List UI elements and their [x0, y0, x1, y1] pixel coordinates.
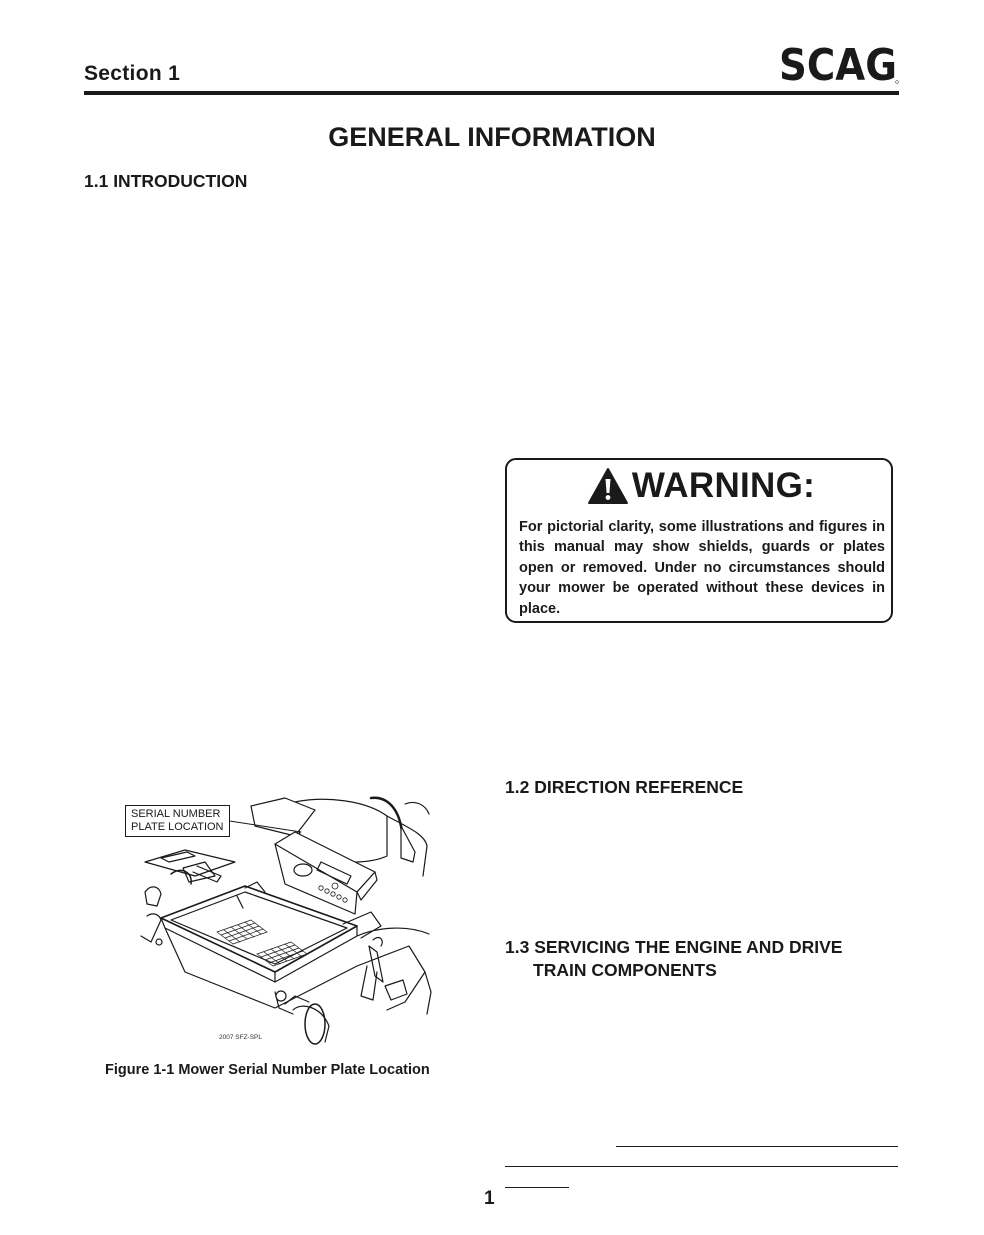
serial-plate-callout: SERIAL NUMBER PLATE LOCATION — [125, 805, 230, 837]
page-number: 1 — [484, 1188, 495, 1209]
page-title: GENERAL INFORMATION — [328, 122, 656, 152]
svg-text:SCAG: SCAG — [779, 40, 897, 91]
introduction-heading: 1.1 INTRODUCTION — [84, 171, 248, 191]
direction-reference-heading: 1.2 DIRECTION REFERENCE — [505, 777, 744, 797]
underline-rule — [505, 1166, 898, 1167]
warning-triangle-icon — [587, 467, 629, 505]
warning-title: WARNING: — [631, 466, 816, 505]
scag-logo — [777, 40, 899, 91]
figure-caption: Figure 1-1 Mower Serial Number Plate Location — [105, 1062, 430, 1078]
servicing-heading — [505, 936, 842, 982]
header-rule — [84, 91, 899, 95]
warning-header — [507, 466, 895, 506]
servicing-heading-line2: TRAIN COMPONENTS — [533, 960, 717, 980]
drawing-code: 2007 SFZ-SPL — [219, 1034, 262, 1041]
servicing-heading-line1: 1.3 SERVICING THE ENGINE AND DRIVE — [505, 937, 843, 957]
warning-text: For pictorial clarity, some illustrations and figures in this manual may show shields, guards or plates open or removed. Under no circumstances should your mower be operated without these devices in place. — [519, 519, 885, 617]
warning-box — [505, 458, 893, 623]
underline-rule — [505, 1187, 569, 1188]
section-label: Section 1 — [84, 62, 181, 85]
underline-rule — [616, 1146, 898, 1147]
